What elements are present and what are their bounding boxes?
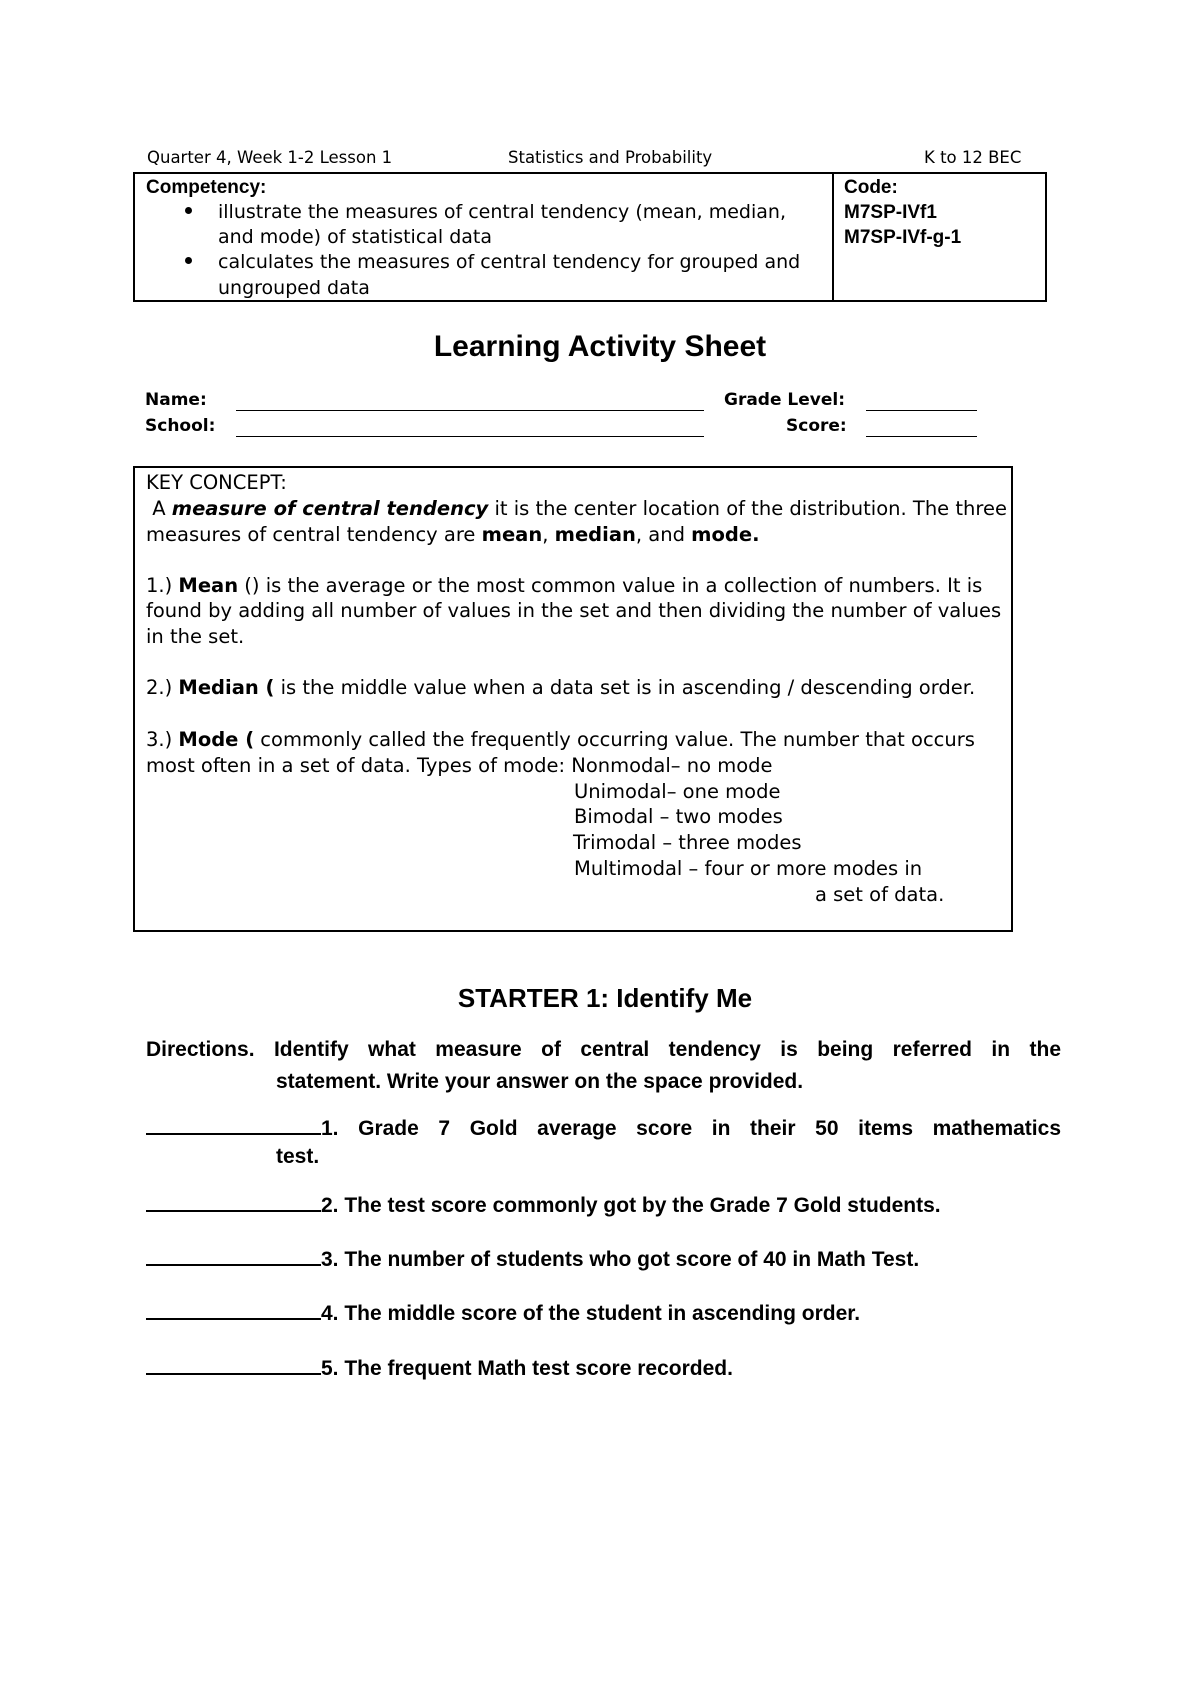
header-curriculum: K to 12 BEC bbox=[924, 148, 1022, 167]
key-concept-intro-line2: measures of central tendency are mean, median, and mode. bbox=[146, 523, 760, 546]
competency-label: Competency: bbox=[146, 177, 267, 198]
score-label: Score: bbox=[786, 416, 847, 436]
competency-bullet2-line1: calculates the measures of central tendency for grouped and bbox=[218, 251, 801, 273]
key-concept-intro: A measure of central tendency it is the center location of the distribution. The three bbox=[146, 497, 1007, 520]
grade-level-field[interactable] bbox=[866, 410, 977, 411]
question-3-text: 3. The number of students who got score of 40 in Math Test. bbox=[321, 1248, 920, 1271]
mode-type-unimodal: Unimodal– one mode bbox=[574, 780, 781, 803]
answer-blank-4[interactable] bbox=[146, 1296, 321, 1320]
header-lesson: Quarter 4, Week 1-2 Lesson 1 bbox=[147, 148, 393, 167]
competency-divider bbox=[832, 172, 834, 302]
answer-blank-3[interactable] bbox=[146, 1242, 321, 1266]
mean-definition-line2: found by adding all number of values in the set and then dividing the number of values bbox=[146, 599, 1002, 622]
starter-title: STARTER 1: Identify Me bbox=[457, 983, 753, 1013]
key-concept-heading: KEY CONCEPT: bbox=[146, 471, 287, 494]
answer-blank-5[interactable] bbox=[146, 1351, 321, 1375]
code-2: M7SP-IVf-g-1 bbox=[844, 227, 962, 248]
name-label: Name: bbox=[145, 390, 207, 410]
median-definition: 2.) Median ( is the middle value when a data set is in ascending / descending order. bbox=[146, 676, 976, 699]
mode-definition-line2: most often in a set of data. Types of mode: Nonmodal– no mode bbox=[146, 754, 773, 777]
mode-type-trimodal: Trimodal – three modes bbox=[573, 831, 802, 854]
code-label: Code: bbox=[844, 177, 898, 198]
directions-line2: statement. Write your answer on the space provided. bbox=[276, 1070, 804, 1093]
score-field[interactable] bbox=[866, 436, 977, 437]
question-5-text: 5. The frequent Math test score recorded. bbox=[321, 1357, 733, 1380]
directions-line1: Directions. Identify what measure of central tendency is being referred in the bbox=[146, 1038, 1061, 1061]
question-4 bbox=[146, 1296, 860, 1329]
question-5 bbox=[146, 1351, 733, 1384]
mean-definition-line3: in the set. bbox=[146, 625, 245, 648]
question-1-cont: test. bbox=[276, 1145, 320, 1168]
mode-type-bimodal: Bimodal – two modes bbox=[574, 805, 783, 828]
question-3 bbox=[146, 1242, 919, 1275]
school-label: School: bbox=[145, 416, 216, 436]
bullet-icon bbox=[185, 207, 192, 214]
mean-definition: 1.) Mean () is the average or the most common value in a collection of numbers. It is bbox=[146, 574, 983, 597]
competency-bullet2-line2: ungrouped data bbox=[218, 277, 370, 299]
name-field[interactable] bbox=[236, 410, 704, 411]
grade-level-label: Grade Level: bbox=[724, 390, 846, 410]
competency-bullet1-line1: illustrate the measures of central tendency (mean, median, bbox=[218, 201, 786, 223]
competency-bullet1-line2: and mode) of statistical data bbox=[218, 226, 493, 248]
question-2-text: 2. The test score commonly got by the Grade 7 Gold students. bbox=[321, 1194, 941, 1217]
mode-type-multimodal-cont: a set of data. bbox=[815, 883, 945, 906]
answer-blank-2[interactable] bbox=[146, 1188, 321, 1212]
question-1-text: 1. Grade 7 Gold average score in their 50 items mathematics bbox=[321, 1117, 1061, 1140]
bullet-icon bbox=[185, 257, 192, 264]
answer-blank-1[interactable] bbox=[146, 1111, 321, 1135]
mode-definition: 3.) Mode ( commonly called the frequently occurring value. The number that occurs bbox=[146, 728, 975, 751]
mode-type-multimodal: Multimodal – four or more modes in bbox=[574, 857, 923, 880]
page-title: Learning Activity Sheet bbox=[433, 330, 767, 363]
school-field[interactable] bbox=[236, 436, 704, 437]
code-1: M7SP-IVf1 bbox=[844, 202, 937, 223]
question-4-text: 4. The middle score of the student in ascending order. bbox=[321, 1302, 861, 1325]
question-1 bbox=[146, 1111, 1061, 1144]
question-2 bbox=[146, 1188, 941, 1221]
header-subject: Statistics and Probability bbox=[508, 148, 713, 167]
